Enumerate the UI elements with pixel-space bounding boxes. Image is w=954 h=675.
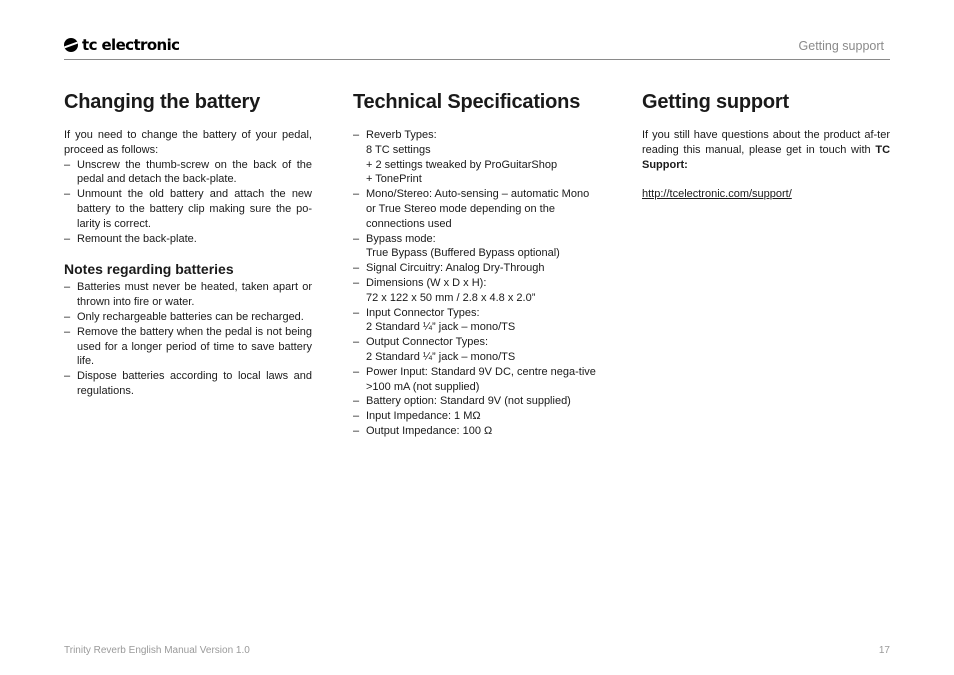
spec-label: Battery option: Standard 9V (not supplied) [366, 395, 571, 408]
spec-value: 72 x 122 x 50 mm / 2.8 x 4.8 x 2.0” [366, 291, 536, 304]
spec-item [353, 306, 601, 336]
spec-label: Output Connector Types: [366, 336, 489, 349]
list-item: – Unmount the old battery and attach the new battery to the battery clip making sure the po-larity is correct. [64, 187, 312, 231]
spec-value: 2 Standard ¼” jack – mono/TS [366, 350, 516, 363]
spec-item [353, 276, 601, 306]
spec-item [353, 365, 601, 395]
support-bold: TC Support: [642, 143, 891, 171]
battery-intro: If you need to change the battery of your pedal, proceed as follows: [64, 129, 312, 156]
section-name: Getting support [798, 39, 884, 53]
brand-logo [64, 37, 179, 53]
specs-heading: Technical Specifications [353, 91, 581, 113]
battery-steps-list [64, 158, 312, 247]
notes-heading: Notes regarding batteries [64, 261, 234, 278]
spec-label: Power Input: Standard 9V DC, centre nega-tive >100 mA (not supplied) [366, 365, 596, 393]
spec-item [353, 128, 601, 187]
notes-list [64, 280, 312, 398]
support-link-wrap [642, 187, 890, 202]
support-body: If you still have questions about the product af-ter reading this manual, please get in touch with [642, 129, 890, 156]
support-heading: Getting support [642, 91, 789, 113]
spec-value: True Bypass (Buffered Bypass optional) [366, 247, 560, 260]
spec-item [353, 335, 601, 365]
page-header [64, 34, 890, 60]
list-item: – Unscrew the thumb-screw on the back of the pedal and detach the back-plate. [64, 158, 312, 188]
list-item: – Only rechargeable batteries can be recharged. [64, 310, 312, 325]
battery-column [64, 88, 312, 399]
spec-label: Mono/Stereo: Auto-sensing – automatic Mono or True Stereo mode depending on the connections used [366, 188, 590, 230]
spec-item [353, 394, 601, 409]
spec-value: + 2 settings tweaked by ProGuitarShop [366, 158, 558, 171]
list-item: – Remove the battery when the pedal is not being used for a longer period of time to save battery life. [64, 325, 312, 369]
spec-item [353, 232, 601, 262]
battery-heading: Changing the battery [64, 91, 261, 113]
specs-column [353, 88, 601, 439]
spec-value: + TonePrint [366, 173, 422, 186]
list-item: – Batteries must never be heated, taken apart or thrown into fire or water. [64, 280, 312, 310]
support-column [642, 88, 890, 202]
logo-text: tc electronic [82, 36, 180, 54]
spec-label: Bypass mode: [366, 232, 436, 245]
support-link[interactable]: http://tcelectronic.com/support/ [642, 188, 792, 201]
spec-label: Input Connector Types: [366, 306, 480, 319]
spec-item [353, 424, 601, 439]
spec-value: 2 Standard ¼” jack – mono/TS [366, 321, 516, 334]
support-text [642, 128, 890, 172]
page-number: 17 [878, 645, 890, 656]
spec-item [353, 187, 601, 231]
spec-label: Signal Circuitry: Analog Dry-Through [366, 262, 545, 275]
spec-label: Dimensions (W x D x H): [366, 276, 487, 289]
spec-label: Output Impedance: 100 Ω [366, 424, 493, 437]
tc-logo-icon [64, 38, 78, 52]
spec-item [353, 261, 601, 276]
footer-manual-title: Trinity Reverb English Manual Version 1.0 [64, 645, 250, 656]
specs-list [353, 128, 601, 439]
list-item: – Dispose batteries according to local laws and regulations. [64, 369, 312, 399]
spec-label: Input Impedance: 1 MΩ [366, 410, 481, 423]
spec-label: Reverb Types: [366, 129, 437, 141]
spec-item [353, 409, 601, 424]
spec-value: 8 TC settings [366, 143, 431, 156]
list-item: – Remount the back-plate. [64, 232, 312, 247]
